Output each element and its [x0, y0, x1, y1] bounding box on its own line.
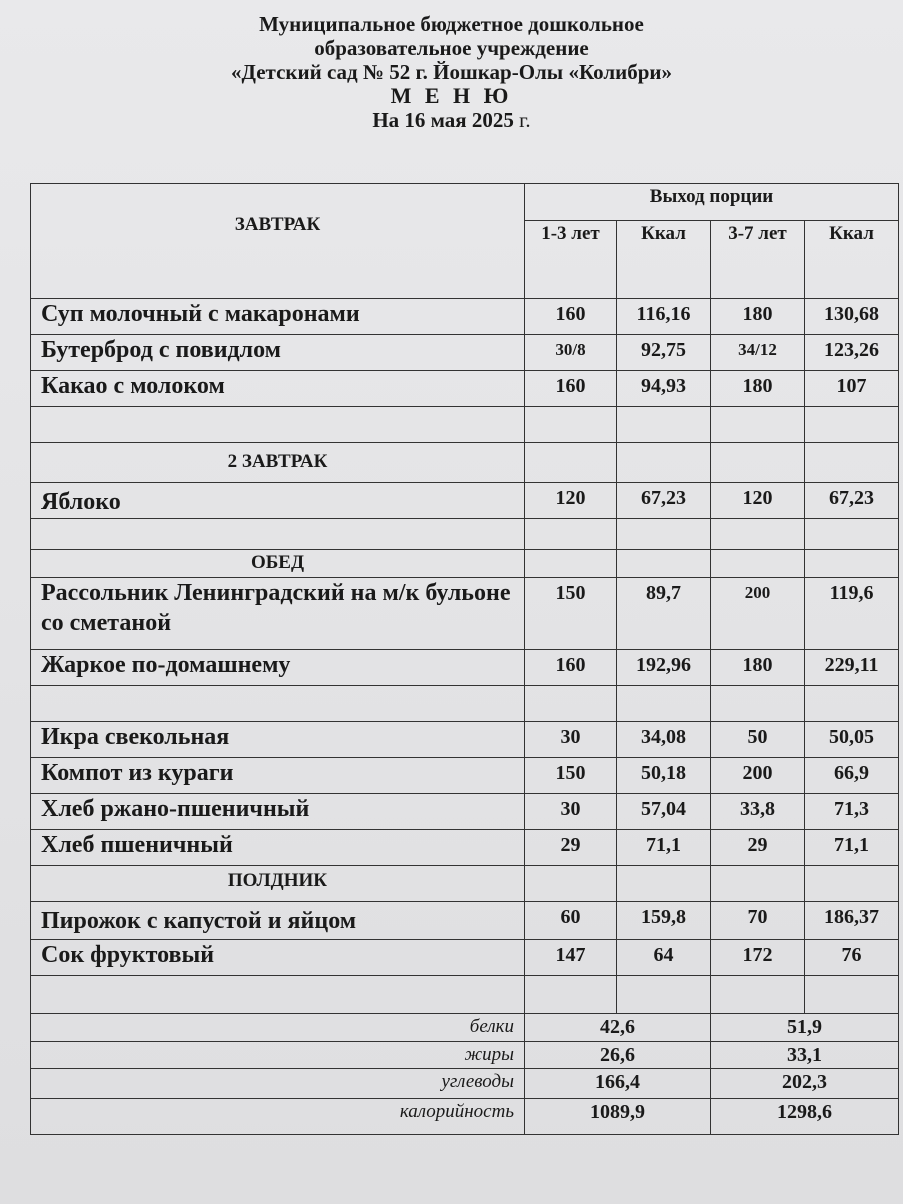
dish-name: Рассольник Ленинградский на м/к бульоне со сметаной	[31, 578, 525, 650]
menu-date-text: На 16 мая 2025	[372, 108, 514, 132]
kcal-3-7: 130,68	[805, 299, 899, 335]
table-row	[31, 794, 899, 830]
kcal-3-7: 123,26	[805, 335, 899, 371]
table-row	[31, 758, 899, 794]
nutrition-row	[31, 1099, 899, 1135]
kcal-3-7: 107	[805, 371, 899, 407]
portion-3-7: 180	[711, 371, 805, 407]
kcal-3-7: 229,11	[805, 650, 899, 686]
table-row	[31, 578, 899, 650]
table-row	[31, 483, 899, 519]
table-row	[31, 371, 899, 407]
kcal-1-heading: Ккал	[617, 220, 711, 298]
portion-3-7: 180	[711, 299, 805, 335]
kcal-3-7: 119,6	[805, 578, 899, 650]
portion-1-3: 30/8	[525, 335, 617, 371]
table-row	[31, 940, 899, 976]
nutrition-row	[31, 1014, 899, 1042]
nutrition-value-1-3: 166,4	[525, 1069, 711, 1099]
org-line-3: «Детский сад № 52 г. Йошкар-Олы «Колибри»	[230, 60, 673, 84]
portion-3-7: 200	[711, 758, 805, 794]
breakfast-heading: ЗАВТРАК	[31, 184, 525, 299]
kcal-1-3: 94,93	[617, 371, 711, 407]
table-row	[31, 830, 899, 866]
age-3-7-heading: 3-7 лет	[711, 220, 805, 298]
kcal-1-3: 64	[617, 940, 711, 976]
portion-1-3: 29	[525, 830, 617, 866]
table-row	[31, 650, 899, 686]
nutrition-value-3-7: 33,1	[711, 1042, 899, 1069]
portion-1-3: 120	[525, 483, 617, 519]
portion-1-3: 60	[525, 902, 617, 940]
menu-title: М Е Н Ю	[390, 83, 513, 108]
nutrition-label: калорийность	[31, 1099, 525, 1135]
blank-row	[31, 976, 899, 1014]
dish-name: Пирожок с капустой и яйцом	[31, 902, 525, 940]
kcal-3-7: 71,3	[805, 794, 899, 830]
nutrition-value-1-3: 42,6	[525, 1014, 711, 1042]
table-row	[31, 902, 899, 940]
kcal-1-3: 159,8	[617, 902, 711, 940]
section-row	[31, 443, 899, 483]
portion-1-3: 150	[525, 578, 617, 650]
kcal-1-3: 50,18	[617, 758, 711, 794]
breakfast-2-heading: 2 ЗАВТРАК	[31, 443, 525, 483]
portion-3-7: 200	[711, 578, 805, 650]
dish-name: Жаркое по-домашнему	[31, 650, 525, 686]
portion-1-3: 147	[525, 940, 617, 976]
table-row	[31, 722, 899, 758]
dish-name: Хлеб ржано-пшеничный	[31, 794, 525, 830]
blank-row	[31, 519, 899, 550]
section-row	[31, 866, 899, 902]
kcal-1-3: 192,96	[617, 650, 711, 686]
portion-3-7: 70	[711, 902, 805, 940]
portion-3-7: 50	[711, 722, 805, 758]
nutrition-value-1-3: 26,6	[525, 1042, 711, 1069]
portion-3-7: 172	[711, 940, 805, 976]
portion-1-3: 160	[525, 650, 617, 686]
nutrition-value-3-7: 1298,6	[711, 1099, 899, 1135]
kcal-3-7: 76	[805, 940, 899, 976]
portion-heading: Выход порции	[525, 184, 899, 221]
portion-1-3: 160	[525, 299, 617, 335]
kcal-1-3: 71,1	[617, 830, 711, 866]
nutrition-label: белки	[31, 1014, 525, 1042]
menu-date	[0, 108, 903, 132]
nutrition-value-3-7: 51,9	[711, 1014, 899, 1042]
portion-3-7: 33,8	[711, 794, 805, 830]
portion-3-7: 180	[711, 650, 805, 686]
kcal-2-heading: Ккал	[805, 220, 899, 298]
table-row	[31, 335, 899, 371]
kcal-1-3: 67,23	[617, 483, 711, 519]
kcal-3-7: 67,23	[805, 483, 899, 519]
dish-name: Какао с молоком	[31, 371, 525, 407]
portion-3-7: 29	[711, 830, 805, 866]
dish-name: Бутерброд с повидлом	[31, 335, 525, 371]
dish-name: Хлеб пшеничный	[31, 830, 525, 866]
org-line-2: образовательное учреждение	[314, 36, 589, 60]
dish-name: Яблоко	[31, 483, 525, 519]
lunch-heading: ОБЕД	[31, 550, 525, 578]
kcal-3-7: 66,9	[805, 758, 899, 794]
kcal-1-3: 34,08	[617, 722, 711, 758]
table-header-row-1	[31, 184, 899, 221]
portion-1-3: 30	[525, 722, 617, 758]
kcal-1-3: 116,16	[617, 299, 711, 335]
blank-row	[31, 407, 899, 443]
nutrition-label: углеводы	[31, 1069, 525, 1099]
menu-date-suffix: г.	[519, 108, 531, 132]
portion-3-7: 120	[711, 483, 805, 519]
kcal-3-7: 50,05	[805, 722, 899, 758]
portion-3-7: 34/12	[711, 335, 805, 371]
nutrition-value-1-3: 1089,9	[525, 1099, 711, 1135]
portion-1-3: 30	[525, 794, 617, 830]
dish-name: Суп молочный с макаронами	[31, 299, 525, 335]
section-row	[31, 550, 899, 578]
document-header	[0, 12, 903, 132]
dish-name: Икра свекольная	[31, 722, 525, 758]
org-line-1: Муниципальное бюджетное дошкольное	[259, 12, 644, 36]
kcal-1-3: 92,75	[617, 335, 711, 371]
kcal-3-7: 71,1	[805, 830, 899, 866]
age-1-3-heading: 1-3 лет	[525, 220, 617, 298]
kcal-3-7: 186,37	[805, 902, 899, 940]
kcal-1-3: 89,7	[617, 578, 711, 650]
dish-name: Компот из кураги	[31, 758, 525, 794]
snack-heading: ПОЛДНИК	[31, 866, 525, 902]
nutrition-value-3-7: 202,3	[711, 1069, 899, 1099]
nutrition-row	[31, 1042, 899, 1069]
portion-1-3: 160	[525, 371, 617, 407]
blank-row	[31, 686, 899, 722]
dish-name: Сок фруктовый	[31, 940, 525, 976]
menu-table	[30, 183, 899, 1135]
table-row	[31, 299, 899, 335]
nutrition-label: жиры	[31, 1042, 525, 1069]
portion-1-3: 150	[525, 758, 617, 794]
nutrition-row	[31, 1069, 899, 1099]
kcal-1-3: 57,04	[617, 794, 711, 830]
